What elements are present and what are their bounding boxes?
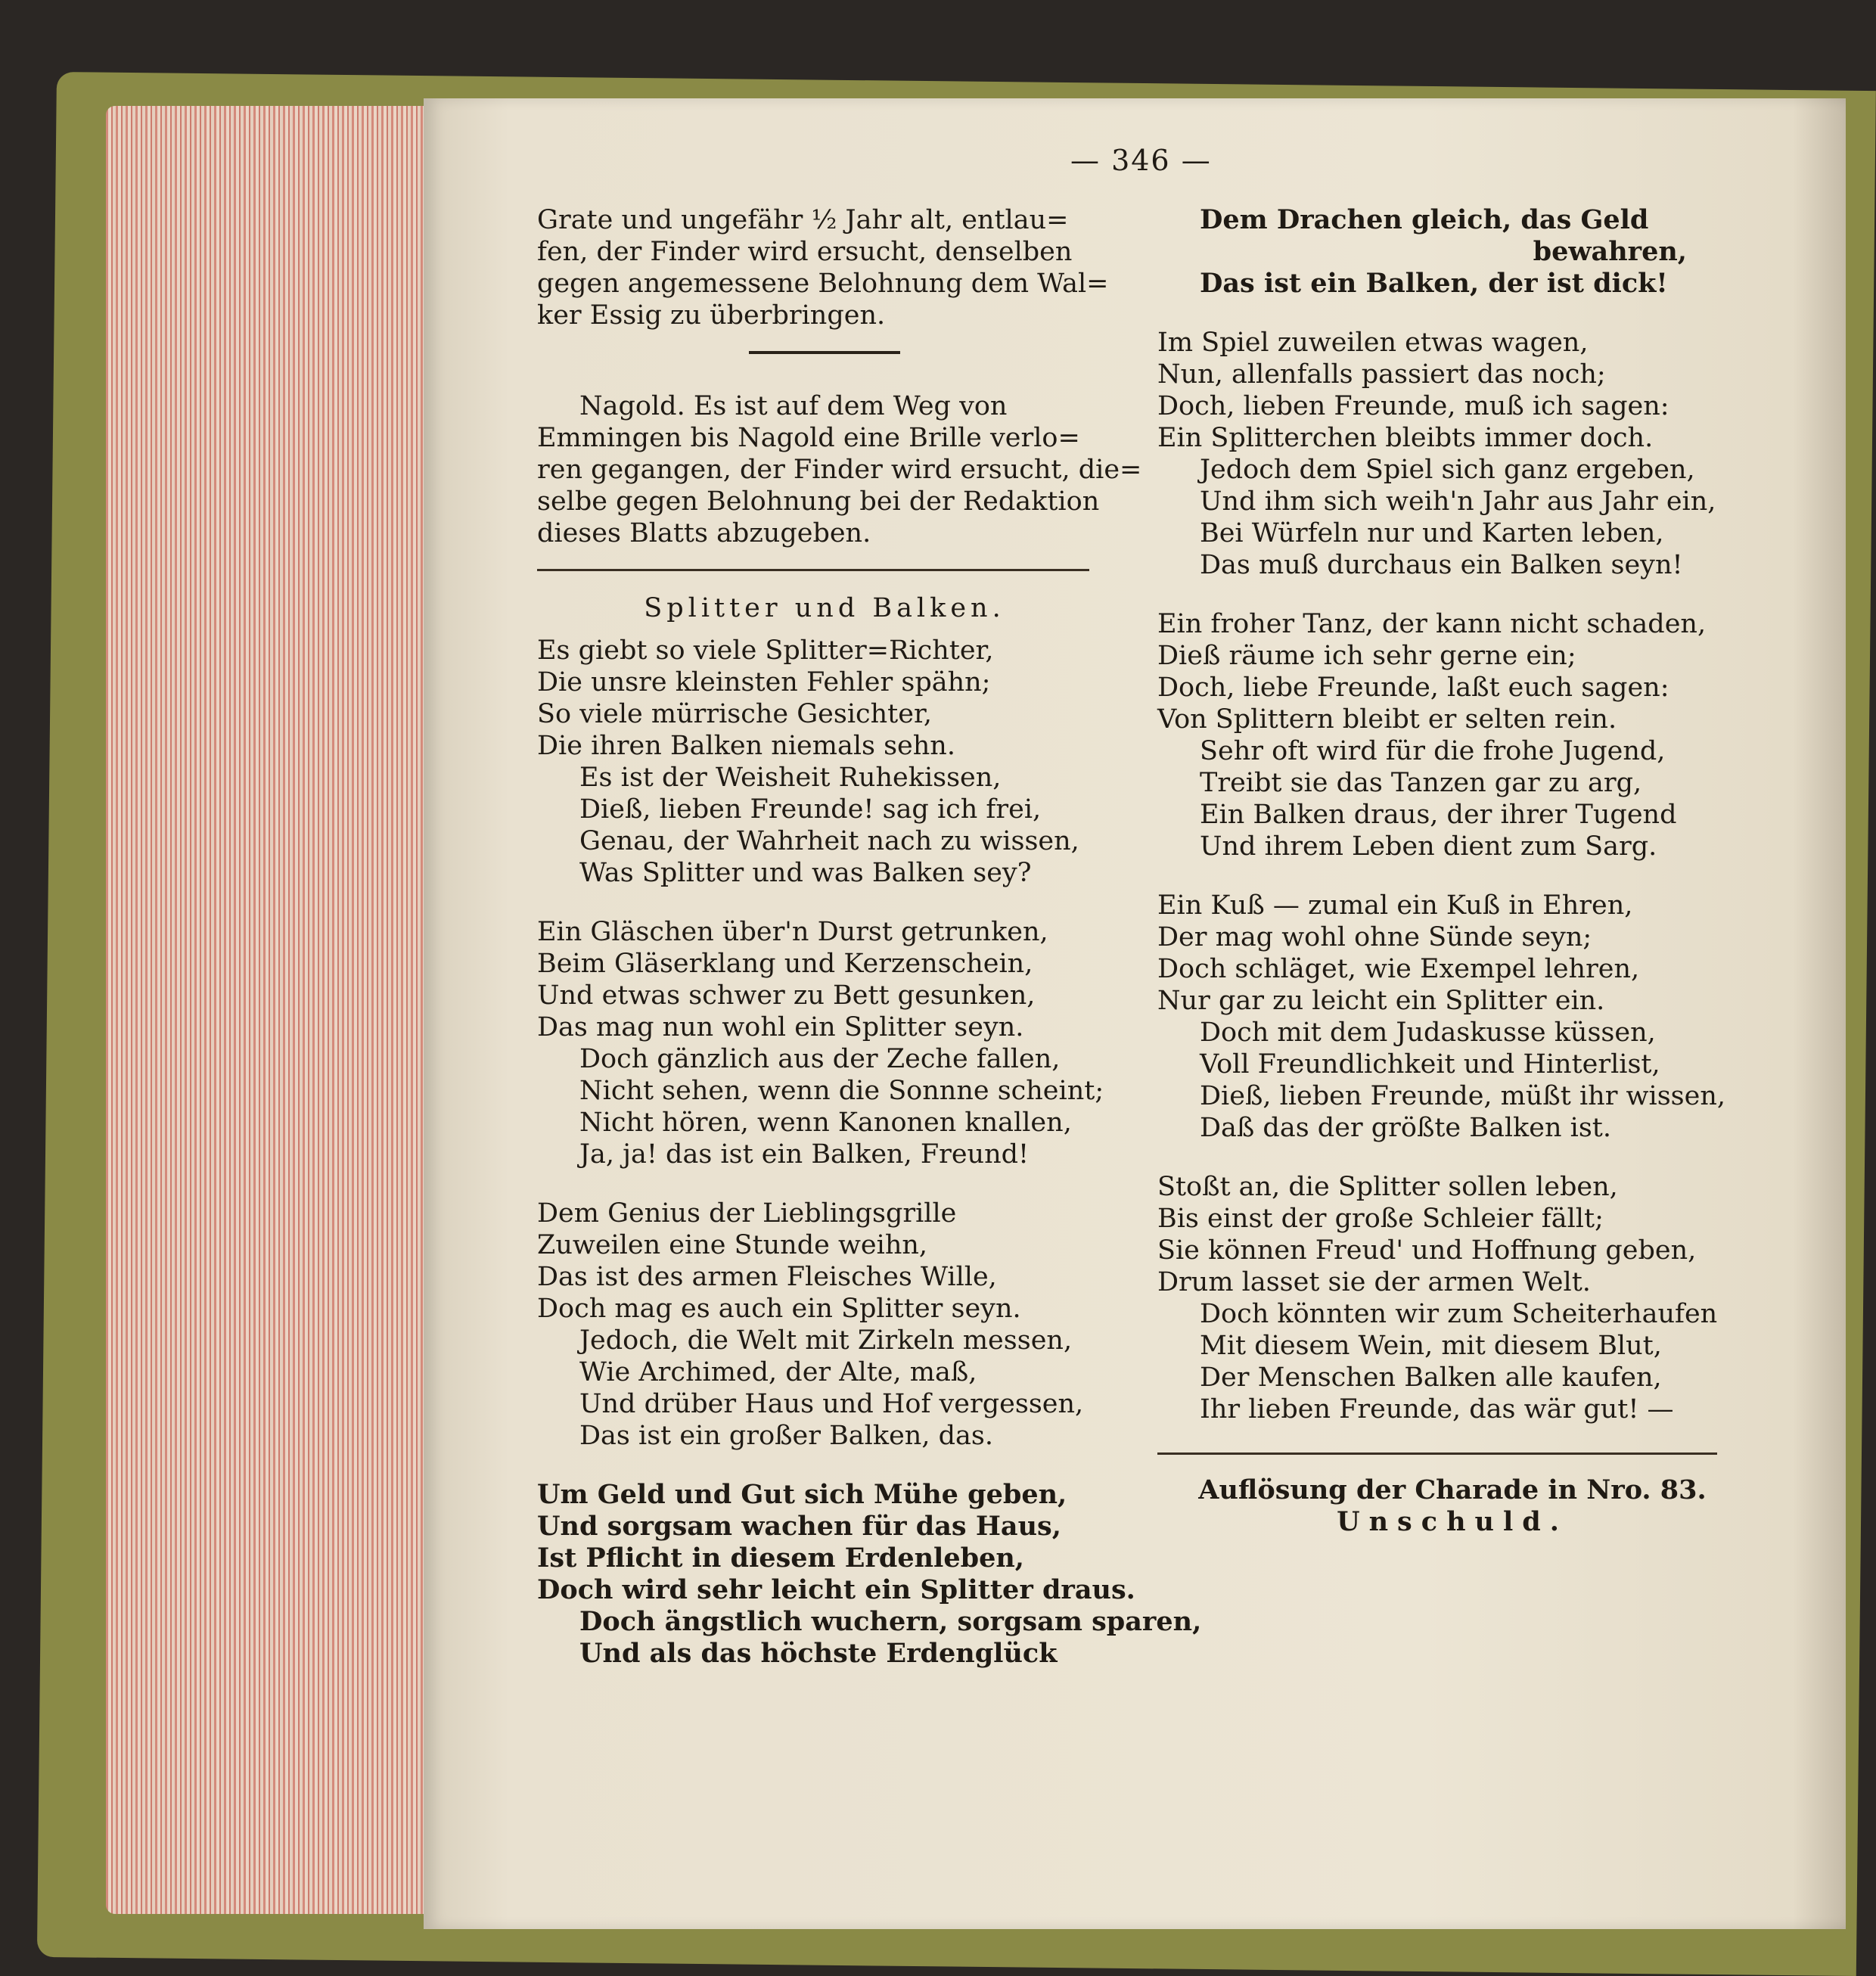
verse-line: Im Spiel zuweilen etwas wagen, <box>1157 328 1589 358</box>
verse-line: Ihr lieben Freunde, das wär gut! — <box>1200 1394 1674 1425</box>
verse-line: Der mag wohl ohne Sünde seyn; <box>1157 922 1592 952</box>
verse-line: Doch, lieben Freunde, muß ich sagen: <box>1157 391 1669 421</box>
verse-line: Dieß räume ich sehr gerne ein; <box>1157 641 1576 671</box>
text-line: gegen angemessene Belohnung dem Wal= <box>537 269 1109 299</box>
verse-line: Nicht sehen, wenn die Sonnne scheint; <box>579 1076 1104 1106</box>
verse-line: Bis einst der große Schleier fällt; <box>1157 1204 1604 1234</box>
right-column <box>1157 204 1747 1538</box>
verse-line: Ein Splitterchen bleibts immer doch. <box>1157 423 1654 453</box>
verse-line: Dieß, lieben Freunde! sag ich frei, <box>579 794 1042 825</box>
verse-line: Sehr oft wird für die frohe Jugend, <box>1200 736 1666 766</box>
page-edges <box>106 106 431 1914</box>
charade-solution-title: Auflösung der Charade in Nro. 83. <box>1198 1474 1707 1505</box>
verse-line: Nur gar zu leicht ein Splitter ein. <box>1157 986 1605 1016</box>
verse-line: Jedoch dem Spiel sich ganz ergeben, <box>1200 455 1695 485</box>
verse-line: Es giebt so viele Splitter=Richter, <box>537 635 994 666</box>
verse-line: Ist Pflicht in diesem Erdenleben, <box>537 1543 1024 1574</box>
text-line: fen, der Finder wird ersucht, denselben <box>537 237 1073 267</box>
page-number: — 346 — <box>1070 144 1212 177</box>
book-page <box>424 98 1846 1929</box>
lost-notice-1 <box>537 204 1112 331</box>
verse-line: Beim Gläserklang und Kerzenschein, <box>537 949 1033 979</box>
poem-stanza-1 <box>537 635 1112 889</box>
verse-line: Die ihren Balken niemals sehn. <box>537 731 955 761</box>
verse-line: Doch mag es auch ein Splitter seyn. <box>537 1294 1021 1324</box>
verse-line: Und ihrem Leben dient zum Sarg. <box>1200 831 1657 862</box>
verse-line: Und sorgsam wachen für das Haus, <box>537 1511 1061 1542</box>
poem-stanza-6 <box>1157 608 1747 862</box>
verse-line: Doch mit dem Judaskusse küssen, <box>1200 1018 1656 1048</box>
poem-stanza-7 <box>1157 890 1747 1144</box>
poem-title: Splitter und Balken. <box>644 593 1005 623</box>
verse-line: Das ist des armen Fleisches Wille, <box>537 1262 997 1292</box>
section-divider <box>537 569 1089 571</box>
poem-stanza-3 <box>537 1198 1112 1452</box>
verse-line: Jedoch, die Welt mit Zirkeln messen, <box>579 1325 1073 1356</box>
verse-line: Stoßt an, die Splitter sollen leben, <box>1157 1172 1618 1202</box>
verse-line: Ein froher Tanz, der kann nicht schaden, <box>1157 609 1707 639</box>
verse-line: Doch schläget, wie Exempel lehren, <box>1157 954 1640 984</box>
verse-line: Doch wird sehr leicht ein Splitter draus. <box>537 1574 1135 1605</box>
verse-line: Bei Würfeln nur und Karten leben, <box>1200 518 1664 548</box>
verse-line: Ja, ja! das ist ein Balken, Freund! <box>579 1139 1030 1170</box>
verse-line: Zuweilen eine Stunde weihn, <box>537 1230 928 1260</box>
verse-line: Und als das höchste Erdenglück <box>579 1638 1058 1669</box>
verse-line: Und drüber Haus und Hof vergessen, <box>579 1389 1084 1419</box>
poem-stanza-5 <box>1157 327 1747 581</box>
text-line: Grate und ungefähr ½ Jahr alt, entlau= <box>537 205 1069 235</box>
verse-line: bewahren, <box>1533 236 1687 267</box>
verse-line: Und etwas schwer zu Bett gesunken, <box>537 980 1036 1011</box>
verse-line: Nun, allenfalls passiert das noch; <box>1157 359 1606 390</box>
verse-line: Doch, liebe Freunde, laßt euch sagen: <box>1157 673 1669 703</box>
verse-line: Ein Kuß — zumal ein Kuß in Ehren, <box>1157 890 1633 921</box>
verse-line: Dem Genius der Lieblingsgrille <box>537 1198 957 1229</box>
text-line: dieses Blatts abzugeben. <box>537 518 871 548</box>
verse-line: Wie Archimed, der Alte, maß, <box>579 1357 977 1387</box>
verse-line: Was Splitter und was Balken sey? <box>579 858 1032 888</box>
poem-stanza-8 <box>1157 1171 1747 1425</box>
section-divider <box>1157 1452 1717 1455</box>
verse-line: Die unsre kleinsten Fehler spähn; <box>537 667 991 698</box>
verse-line: Das ist ein großer Balken, das. <box>579 1421 993 1451</box>
verse-line: Genau, der Wahrheit nach zu wissen, <box>579 826 1079 856</box>
verse-line: Nicht hören, wenn Kanonen knallen, <box>579 1108 1072 1138</box>
charade-solution-word: Unschuld. <box>1337 1506 1568 1537</box>
verse-line: Ein Gläschen über'n Durst getrunken, <box>537 917 1048 947</box>
verse-line: Doch ängstlich wuchern, sorgsam sparen, <box>579 1606 1202 1637</box>
verse-line: Daß das der größte Balken ist. <box>1200 1113 1611 1143</box>
verse-line: Es ist der Weisheit Ruhekissen, <box>579 763 1002 793</box>
text-line: Nagold. Es ist auf dem Weg von <box>579 391 1008 421</box>
lost-notice-2 <box>537 390 1142 549</box>
section-divider <box>749 351 900 354</box>
text-line: selbe gegen Belohnung bei der Redaktion <box>537 486 1100 517</box>
left-column <box>537 204 1202 1697</box>
poem-stanza-4 <box>537 1479 1202 1670</box>
verse-line: Doch gänzlich aus der Zeche fallen, <box>579 1044 1061 1074</box>
verse-line: Das muß durchaus ein Balken seyn! <box>1200 550 1683 580</box>
verse-line: Der Menschen Balken alle kaufen, <box>1200 1362 1662 1393</box>
verse-line: Drum lasset sie der armen Welt. <box>1157 1267 1591 1297</box>
verse-line: Voll Freundlichkeit und Hinterlist, <box>1200 1049 1660 1080</box>
poem-stanza-2 <box>537 916 1112 1170</box>
text-line: Emmingen bis Nagold eine Brille verlo= <box>537 423 1080 453</box>
verse-line: Doch könnten wir zum Scheiterhaufen <box>1200 1299 1718 1329</box>
text-line: ker Essig zu überbringen. <box>537 300 886 331</box>
verse-line: Sie können Freud' und Hoffnung geben, <box>1157 1235 1697 1266</box>
verse-line: Um Geld und Gut sich Mühe geben, <box>537 1479 1067 1510</box>
verse-line: So viele mürrische Gesichter, <box>537 699 932 729</box>
verse-line: Von Splittern bleibt er selten rein. <box>1157 704 1617 735</box>
verse-line: Das mag nun wohl ein Splitter seyn. <box>537 1012 1024 1042</box>
poem-stanza-4-continued <box>1157 204 1747 300</box>
verse-line: Dieß, lieben Freunde, müßt ihr wissen, <box>1200 1081 1726 1111</box>
verse-line: Dem Drachen gleich, das Geld <box>1200 204 1649 235</box>
verse-line: Mit diesem Wein, mit diesem Blut, <box>1200 1331 1662 1361</box>
verse-line: Treibt sie das Tanzen gar zu arg, <box>1200 768 1642 798</box>
page-gutter-shadow <box>1793 98 1846 1929</box>
text-line: ren gegangen, der Finder wird ersucht, die= <box>537 455 1142 485</box>
verse-line: Das ist ein Balken, der ist dick! <box>1200 268 1668 299</box>
verse-line: Und ihm sich weih'n Jahr aus Jahr ein, <box>1200 486 1716 517</box>
verse-line: Ein Balken draus, der ihrer Tugend <box>1200 800 1677 830</box>
